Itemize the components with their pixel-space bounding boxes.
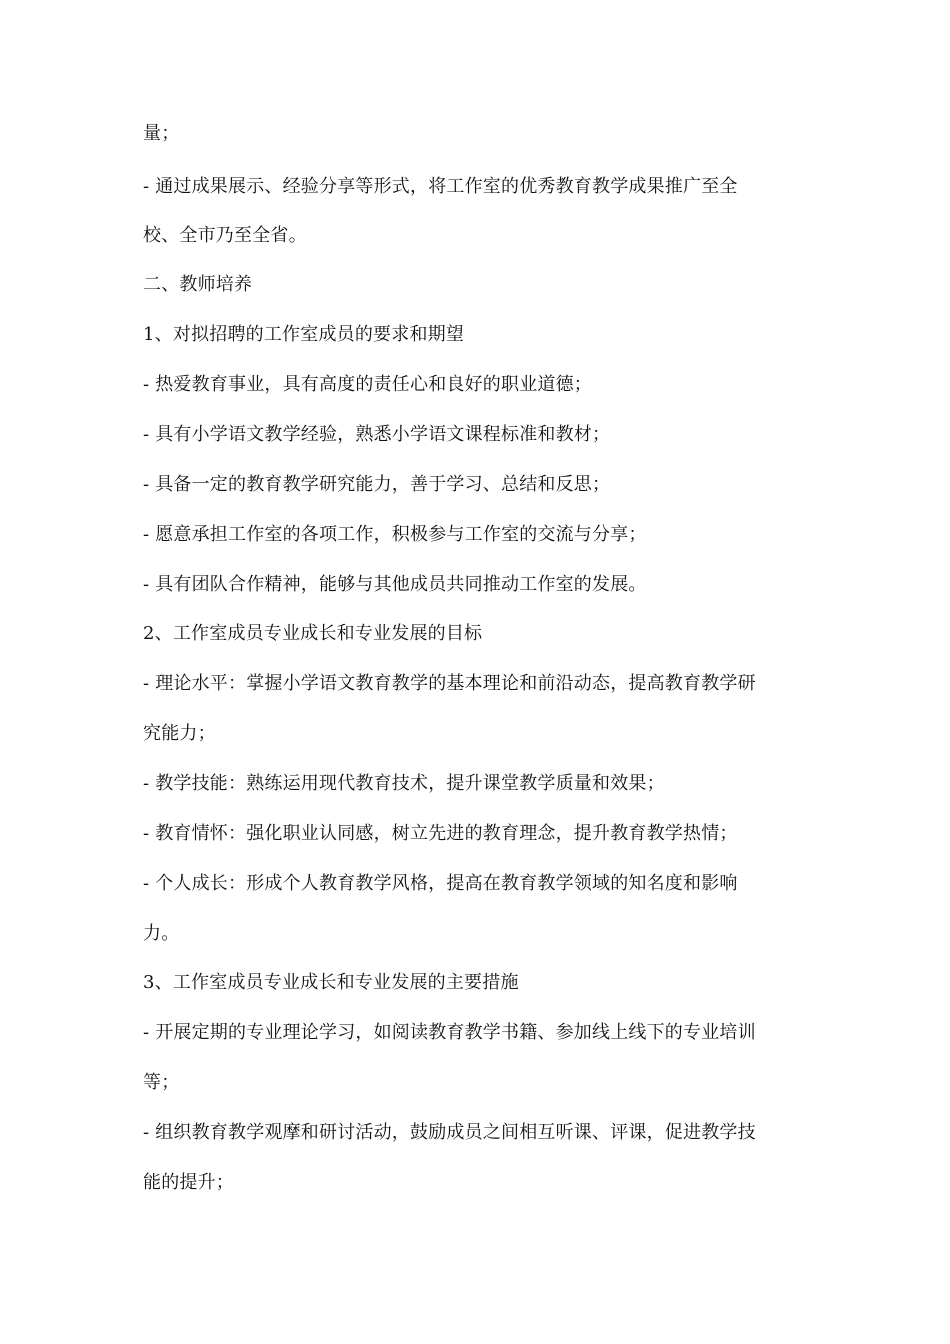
text-line: 量；: [143, 123, 180, 144]
subsection-heading: 2、工作室成员专业成长和专业发展的目标: [143, 623, 483, 644]
text-line: - 通过成果展示、经验分享等形式，将工作室的优秀教育教学成果推广至全: [143, 176, 738, 197]
text-line: 究能力；: [143, 723, 216, 744]
text-line: - 理论水平：掌握小学语文教育教学的基本理论和前沿动态，提高教育教学研: [143, 673, 756, 694]
text-line: 能的提升；: [143, 1172, 234, 1193]
subsection-heading: 3、工作室成员专业成长和专业发展的主要措施: [143, 972, 519, 993]
text-line: - 愿意承担工作室的各项工作，积极参与工作室的交流与分享；: [143, 524, 647, 545]
text-line: - 教育情怀：强化职业认同感，树立先进的教育理念，提升教育教学热情；: [143, 823, 738, 844]
text-line: 校、全市乃至全省。: [143, 225, 307, 246]
text-line: 力。: [143, 923, 180, 944]
text-line: - 教学技能：熟练运用现代教育技术，提升课堂教学质量和效果；: [143, 773, 665, 794]
text-line: - 具有小学语文教学经验，熟悉小学语文课程标准和教材；: [143, 424, 611, 445]
text-line: - 个人成长：形成个人教育教学风格，提高在教育教学领域的知名度和影响: [143, 873, 738, 894]
text-line: - 热爱教育事业，具有高度的责任心和良好的职业道德；: [143, 374, 593, 395]
text-line: 等；: [143, 1072, 180, 1093]
text-line: - 组织教育教学观摩和研讨活动，鼓励成员之间相互听课、评课，促进教学技: [143, 1122, 756, 1143]
section-heading: 二、教师培养: [143, 274, 253, 295]
text-line: - 具有团队合作精神，能够与其他成员共同推动工作室的发展。: [143, 574, 647, 595]
text-line: - 开展定期的专业理论学习，如阅读教育教学书籍、参加线上线下的专业培训: [143, 1022, 756, 1043]
subsection-heading: 1、对拟招聘的工作室成员的要求和期望: [143, 324, 465, 345]
text-line: - 具备一定的教育教学研究能力，善于学习、总结和反思；: [143, 474, 611, 495]
